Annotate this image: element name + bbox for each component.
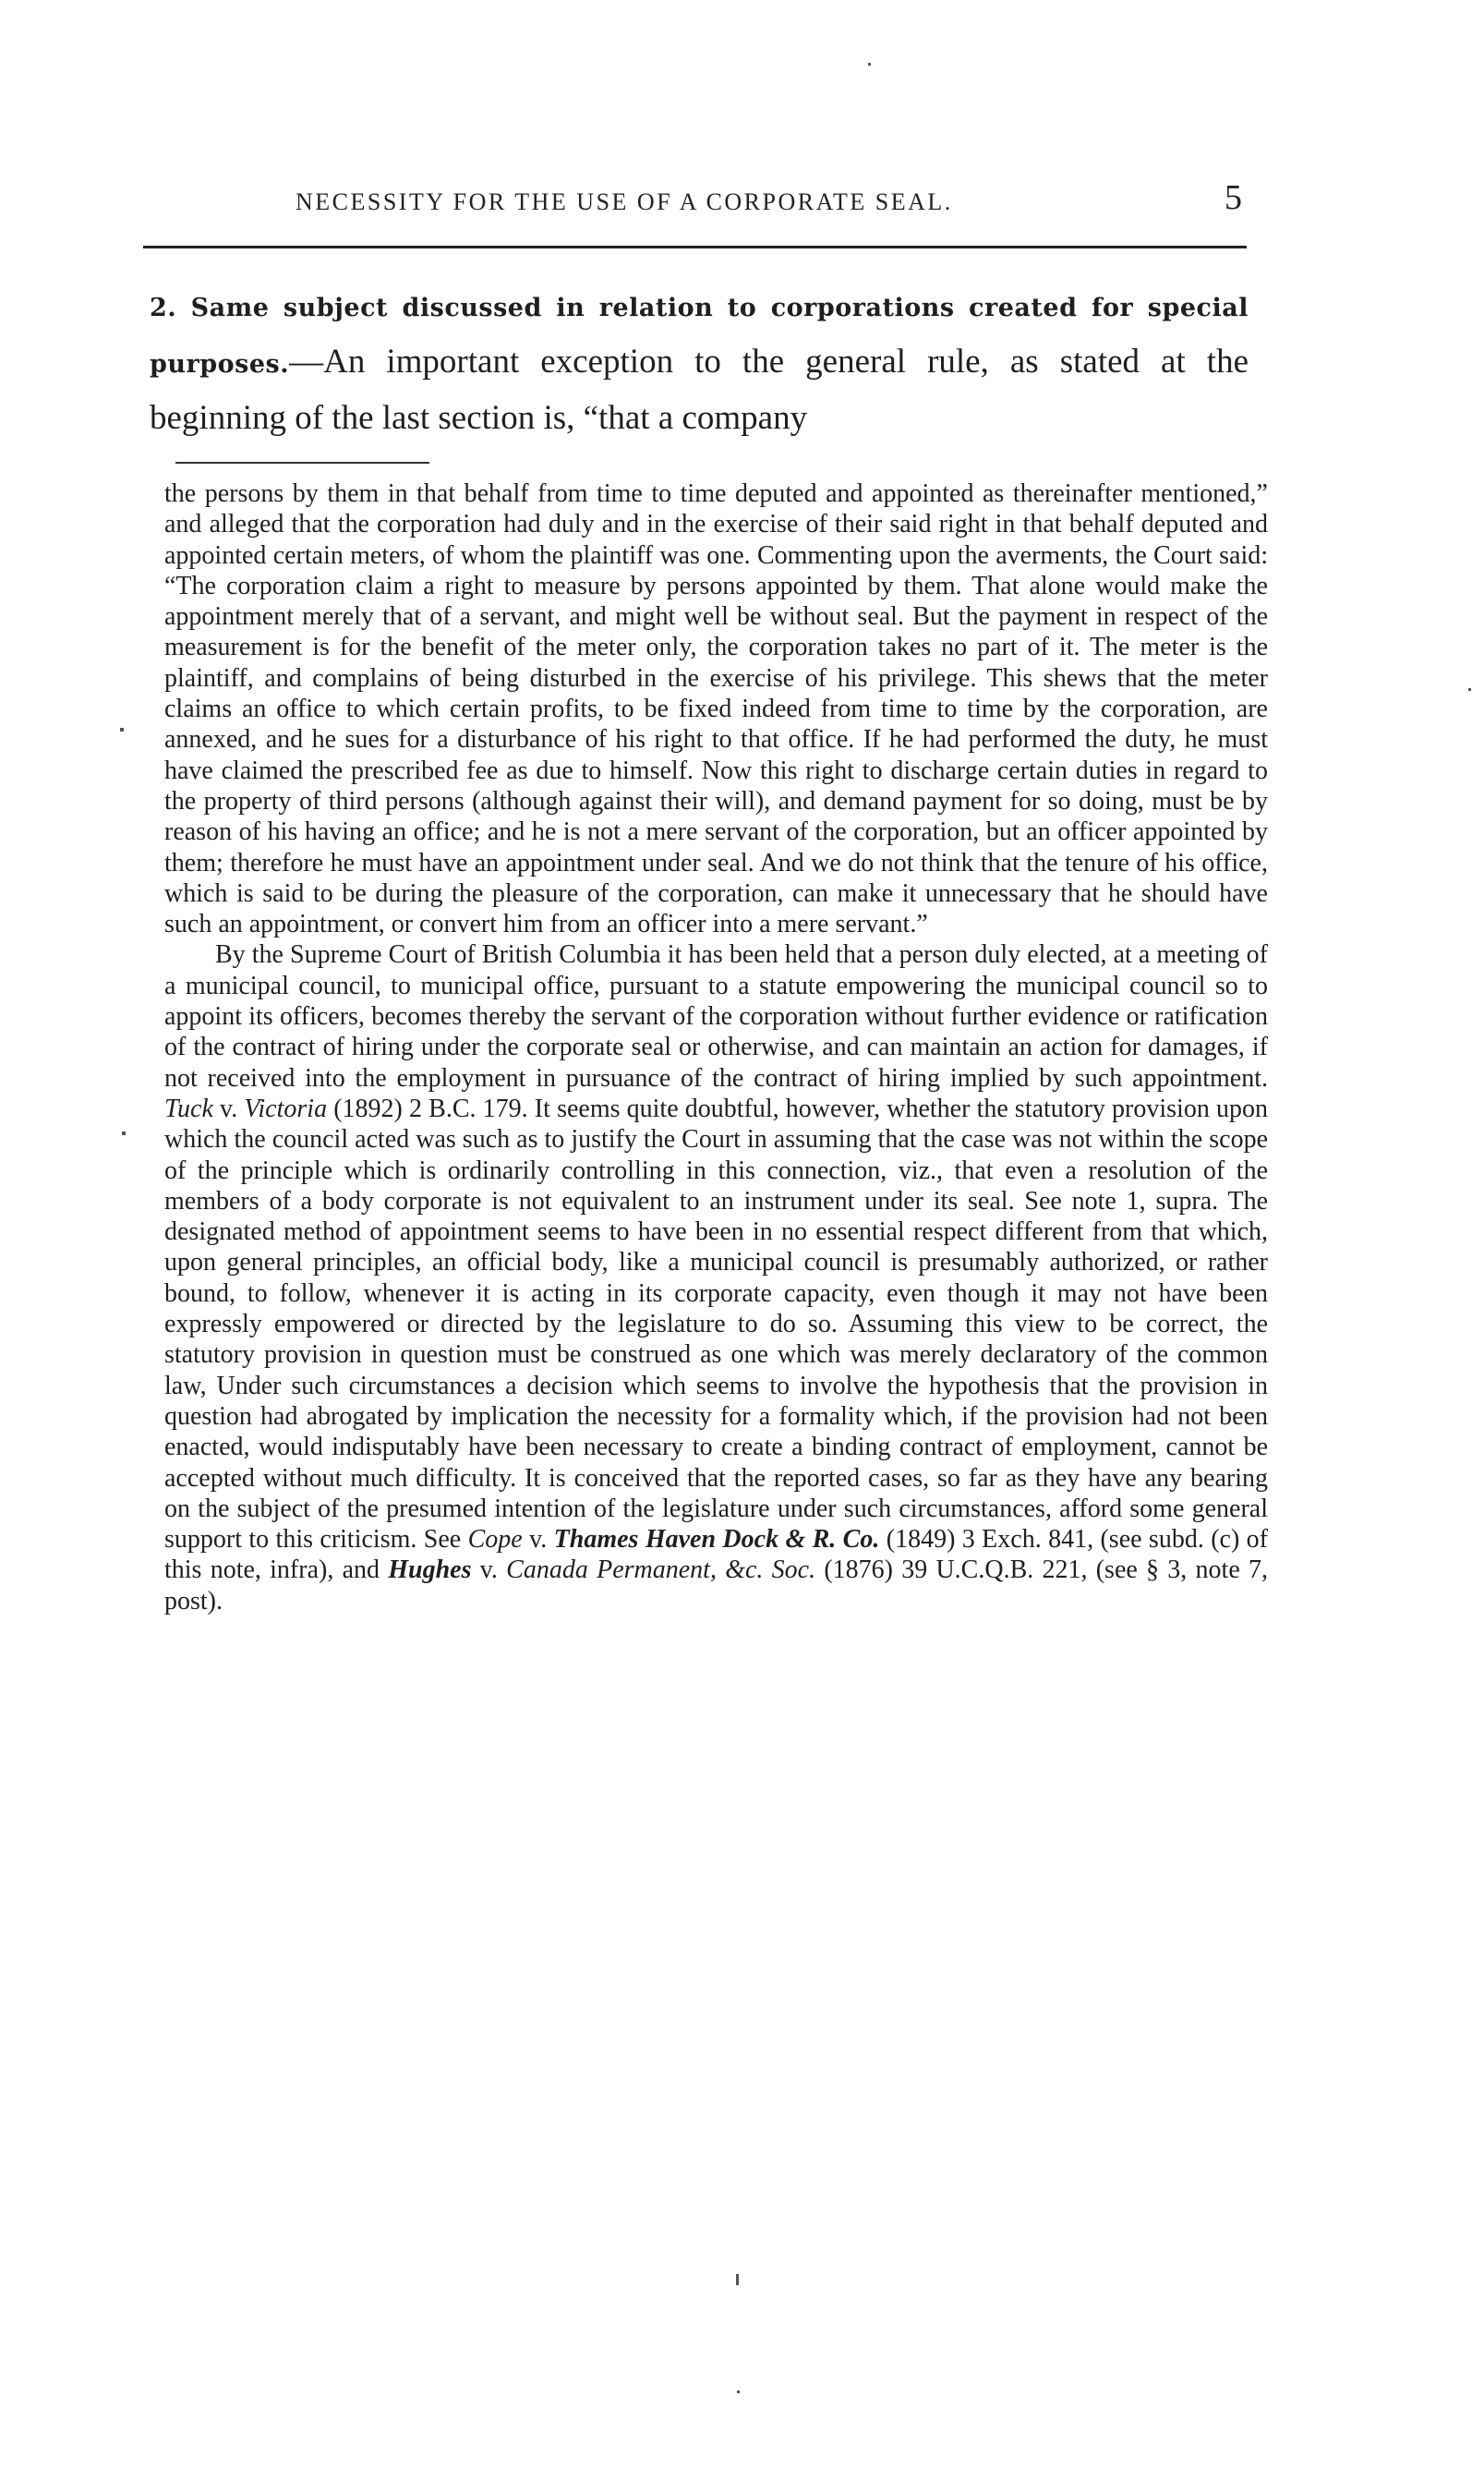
scan-speck	[1468, 688, 1471, 691]
section-heading: 2. Same subject discussed in relation to corporations created for special purposes.	[150, 294, 1249, 379]
footnote-text: By the Supreme Court of British Columbia it has been held that a person duly elected, at a meeting of a municipal council, to municipal office, pursuant to a statute empowering the municipal council so to appoint its officers, becomes thereby the servant of the corporation without further evidence or ratification of the contract of hiring under the corporate seal or otherwise, and can maintain an action for damages, if not received into the employment in pursuance of the contract of hiring implied by such appointment.	[164, 940, 1268, 1093]
footnote-text: (1876) 39 U.C.Q.B. 221, (see § 3, note 7, post).	[164, 1555, 1268, 1616]
scan-speck	[120, 728, 124, 732]
case-name: Canada Permanent, &c. Soc.	[506, 1555, 816, 1585]
case-name: Victoria	[244, 1094, 328, 1123]
footnote-paragraph-continued: the persons by them in that behalf from time to time deputed and appointed as thereinafter mentioned,” and alleged that the corporation had duly and in the exercise of their said right in that behalf deputed and appointed certain meters, of whom the plaintiff was one. Commenting upon the averments, the Court said: “The corporation claim a right to measure by persons appointed by them. That alone would make the appointment merely that of a servant, and might well be without seal. But the payment in respect of the measurement is for the benefit of the meter only, the corporation takes no part of it. The meter is the plaintiff, and complains of being disturbed in the exercise of his privilege. This shews that the meter claims an office to which certain profits, to be fixed indeed from time to time by the corporation, are annexed, and he sues for a disturbance of his right to that office. If he had performed the duty, he must have claimed the prescribed fee as due to himself. Now this right to discharge certain duties in regard to the property of third persons (although against their will), and demand payment for so doing, must be by reason of his having an office; and he is not a mere servant of the corporation, but an officer appointed by them; therefore he must have an appointment under seal. And we do not think that the tenure of his office, which is said to be during the pleasure of the corporation, can make it unnecessary that he should have such an appointment, or convert him from an officer into a mere servant.”	[164, 479, 1268, 939]
footnote-text: (1892) 2 B.C. 179. It seems quite doubtful, however, whether the statutory provision upon which the council acted was such as to justify the Court in assuming that the case was not within the scope of the principle which is ordinarily controlling in this connection, viz., that even a resolution of the members of a body corporate is not equivalent to an instrument under its seal. See note 1, supra. The designated method of appointment seems to have been in no essential respect different from that which, upon general principles, an official body, like a municipal council is presumably authorized, or rather bound, to follow, whenever it is acting in its corporate capacity, even though it may not have been expressly empowered or directed by the legislature to do so. Assuming this view to be correct, the statutory provision in question must be construed as one which was merely declaratory of the common law, Under such circumstances a decision which seems to involve the hypothesis that the provision in question had abrogated by implication the necessity for a formality which, if the provision had not been enacted, would indisputably have been necessary to create a binding contract of employment, cannot be accepted without much difficulty. It is conceived that the reported cases, so far as they have any bearing on the subject of the presumed intention of the legislature under such circumstances, afford some general support to this criticism. See	[164, 1094, 1268, 1555]
header-rule	[143, 246, 1247, 248]
section-body	[150, 279, 1249, 445]
running-head	[143, 177, 1242, 233]
case-name: Thames Haven Dock & R. Co.	[553, 1525, 880, 1555]
footnote-paragraph	[164, 939, 1268, 1616]
case-name: Hughes	[388, 1555, 472, 1585]
versus: v.	[212, 1094, 245, 1123]
versus: v.	[522, 1525, 554, 1555]
page-number: 5	[1225, 178, 1242, 217]
case-name: Tuck	[164, 1094, 213, 1123]
versus: v.	[471, 1555, 507, 1585]
footnote-text: (1849) 3 Exch. 841, (see subd. (c) of this note, infra), and	[164, 1525, 1269, 1585]
footnotes	[164, 478, 1268, 1616]
scan-speck	[737, 2390, 740, 2393]
footnote-rule	[175, 462, 429, 464]
case-name: Cope	[467, 1525, 523, 1555]
scan-speck	[122, 1132, 126, 1135]
section-text: —An important exception to the general rule, as stated at the beginning of the last section is, “that a company	[150, 343, 1249, 437]
scan-speck	[736, 2274, 739, 2285]
running-title: NECESSITY FOR THE USE OF A CORPORATE SEAL.	[296, 188, 953, 215]
scan-speck	[868, 63, 871, 66]
